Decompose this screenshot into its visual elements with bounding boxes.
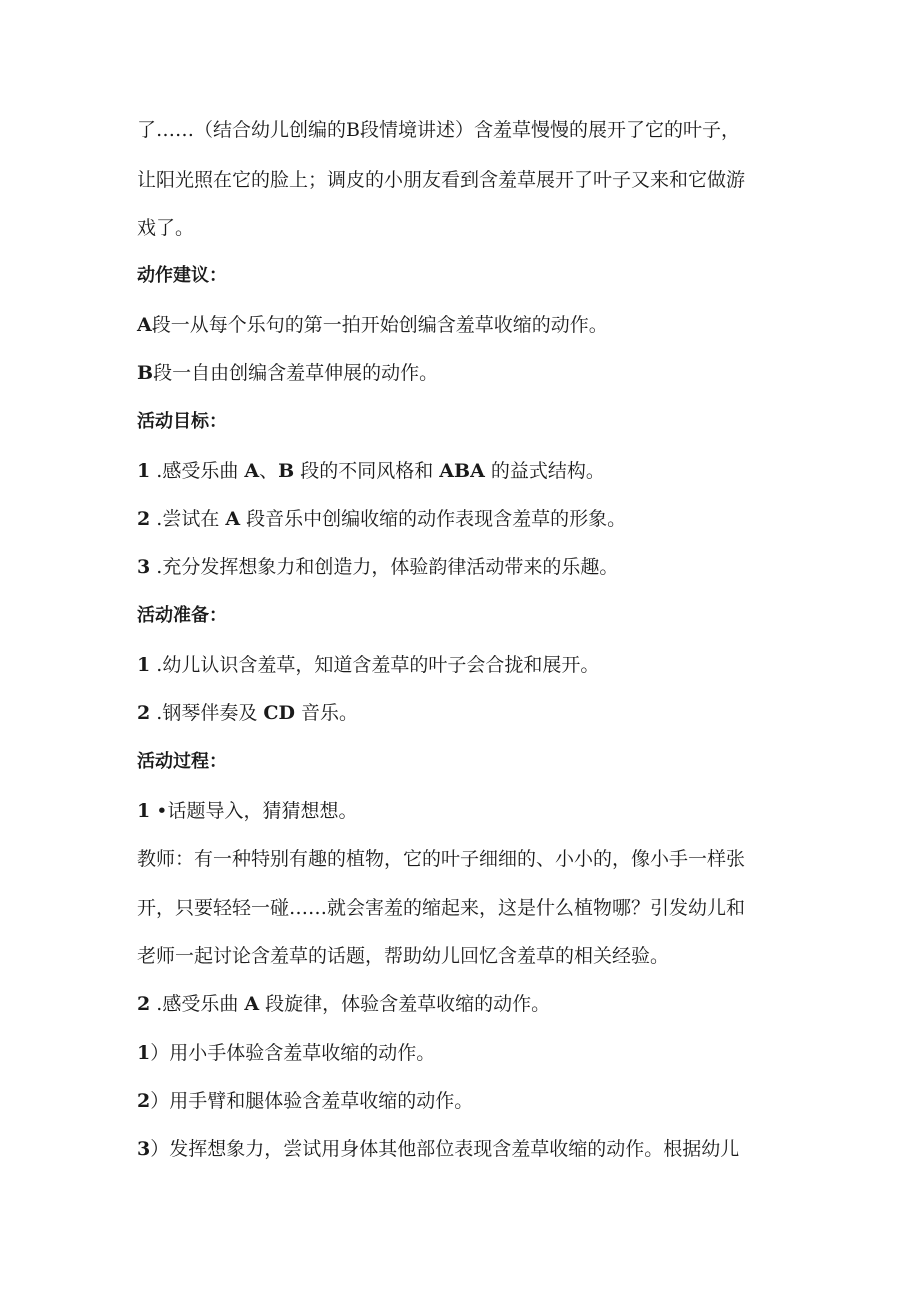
prep-2 (137, 699, 358, 727)
sub-step-1-text: ）用小手体验含羞草收缩的动作。 (150, 1042, 436, 1064)
goal-1-pre: .感受乐曲 (150, 460, 245, 482)
process-step-1-num: 1 (137, 800, 151, 822)
heading-action: 动作建议： (137, 265, 227, 286)
action-a-letter: A (137, 314, 152, 336)
prep-1-text: .幼儿认识含羞草，知道含羞草的叶子会合拢和展开。 (150, 654, 600, 676)
sub-step-3 (137, 1135, 739, 1163)
goal-1-b2: B (278, 460, 295, 482)
goal-1 (137, 457, 605, 485)
sub-step-2 (137, 1087, 473, 1115)
teacher-line-2: 开，只要轻轻一碰……就会害羞的缩起来，这是什么植物哪？引发幼儿和 (137, 897, 746, 919)
goal-1-num: 1 (137, 460, 151, 482)
sub-step-3-num: 3 (137, 1138, 151, 1160)
goal-2 (137, 505, 626, 533)
goal-3 (137, 553, 618, 581)
prep-1 (137, 651, 599, 679)
intro-line-3: 戏了。 (137, 217, 195, 239)
intro-line-1: 了……（结合幼儿创编的B段情境讲述）含羞草慢慢的展开了它的叶子， (137, 119, 740, 141)
process-step-1 (137, 797, 357, 825)
goal-2-post: 段音乐中创编收缩的动作表现含羞草的形象。 (240, 508, 627, 530)
heading-process: 活动过程： (137, 751, 227, 772)
prep-2-b1: CD (263, 702, 295, 724)
process-step-2-b: A (244, 993, 260, 1015)
sub-step-2-num: 2 (137, 1090, 151, 1112)
sub-step-3-text: ）发挥想象力，尝试用身体其他部位表现含羞草收缩的动作。根据幼儿 (150, 1138, 740, 1160)
process-step-2-post: 段旋律，体验含羞草收缩的动作。 (259, 993, 551, 1015)
process-step-2 (137, 990, 550, 1018)
goal-1-post: 的益式结构。 (484, 460, 605, 482)
goal-1-b3: ABA (439, 460, 485, 482)
prep-2-post: 音乐。 (294, 702, 359, 724)
goal-1-b1: A (244, 460, 260, 482)
sub-step-2-text: ）用手臂和腿体验含羞草收缩的动作。 (150, 1090, 474, 1112)
action-a-text: 段一从每个乐句的第一拍开始创编含羞草收缩的动作。 (151, 314, 608, 336)
action-b (137, 359, 438, 387)
goal-3-num: 3 (137, 556, 151, 578)
teacher-line-1: 教师：有一种特别有趣的植物，它的叶子细细的、小小的，像小手一样张 (137, 848, 746, 870)
goal-2-num: 2 (137, 508, 151, 530)
process-step-1-text: •话题导入，猜猜想想。 (150, 800, 358, 822)
prep-2-num: 2 (137, 702, 151, 724)
heading-goals: 活动目标： (137, 411, 227, 432)
sub-step-1 (137, 1039, 435, 1067)
process-step-2-pre: .感受乐曲 (150, 993, 245, 1015)
action-b-letter: B (137, 362, 154, 384)
process-step-2-num: 2 (137, 993, 151, 1015)
goal-1-mid2: 段的不同风格和 (294, 460, 440, 482)
heading-prep: 活动准备： (137, 605, 227, 626)
intro-line-2: 让阳光照在它的脸上；调皮的小朋友看到含羞草展开了叶子又来和它做游 (137, 169, 746, 191)
goal-1-mid: 、 (259, 460, 279, 482)
action-a (137, 311, 608, 339)
action-b-text: 段一自由创编含羞草伸展的动作。 (153, 362, 439, 384)
teacher-line-3: 老师一起讨论含羞草的话题，帮助幼儿回忆含羞草的相关经验。 (137, 945, 670, 967)
goal-3-text: .充分发挥想象力和创造力，体验韵律活动带来的乐趣。 (150, 556, 619, 578)
goal-2-pre: .尝试在 (150, 508, 226, 530)
prep-2-pre: .钢琴伴奏及 (150, 702, 264, 724)
goal-2-b1: A (225, 508, 241, 530)
prep-1-num: 1 (137, 654, 151, 676)
sub-step-1-num: 1 (137, 1042, 151, 1064)
